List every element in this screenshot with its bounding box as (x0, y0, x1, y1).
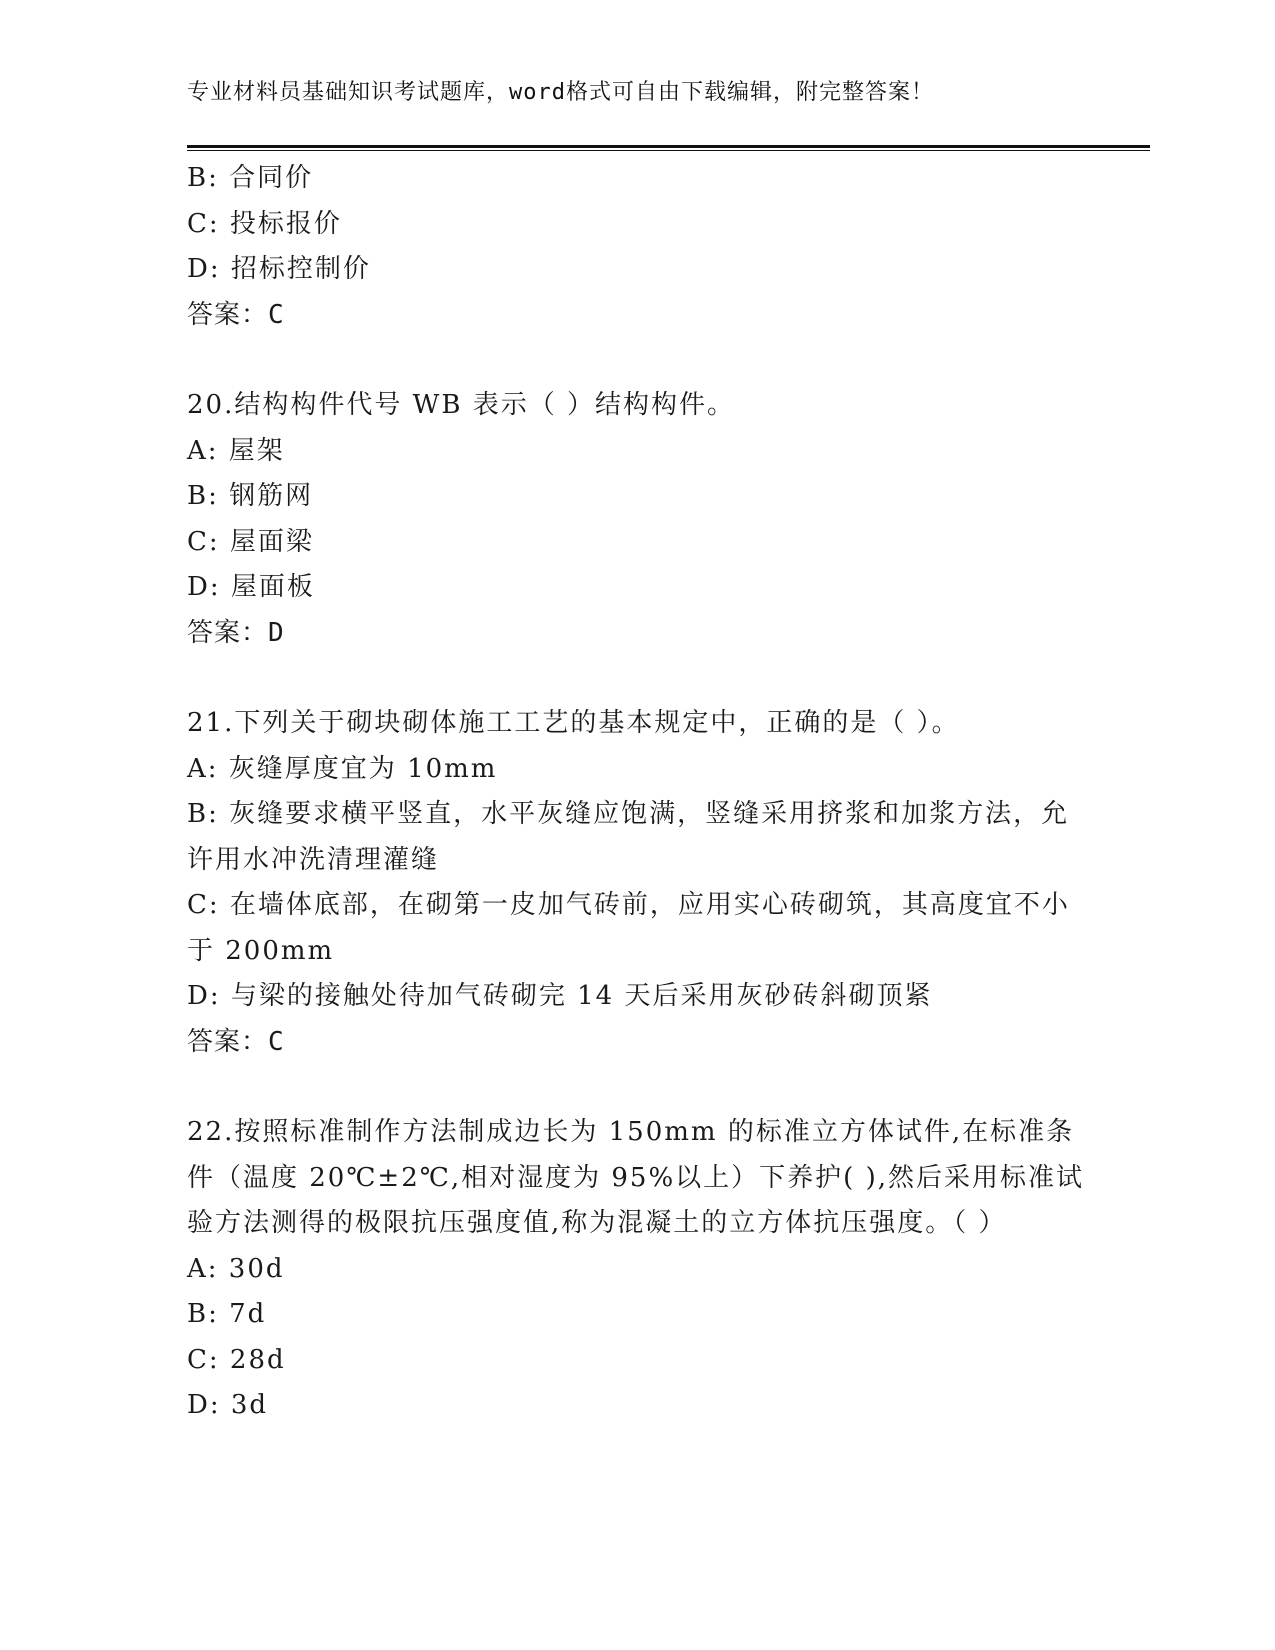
question-stem: 22.按照标准制作方法制成边长为 150mm 的标准立方体试件,在标准条件（温度 20℃±2℃,相对湿度为 95%以上）下养护( ),然后采用标准试验方法测得的极限抗压强度值,称为混凝土的立方体抗压强度。（ ） (187, 1117, 1084, 1238)
option-c: C: 投标报价 (187, 208, 342, 239)
option-b: B: 灰缝要求横平竖直，水平灰缝应饱满，竖缝采用挤浆和加浆方法，允许用水冲洗清理灌缝 (187, 799, 1070, 875)
option-c: C: 屋面梁 (187, 526, 314, 557)
option-b: B: 7d (187, 1299, 267, 1329)
option-a: A: 30d (187, 1253, 285, 1284)
question-22 (187, 1110, 1087, 1429)
option-d: D: 屋面板 (187, 572, 315, 602)
question-20 (187, 383, 1087, 656)
option-b: B: 钢筋网 (187, 481, 314, 511)
question-21 (187, 701, 1087, 1065)
answer: 答案：C (187, 1026, 285, 1057)
header-rule-thick (187, 145, 1150, 148)
option-d: D: 招标控制价 (187, 254, 371, 284)
option-a: A: 灰缝厚度宜为 10mm (187, 753, 498, 784)
header-rule-thin (187, 150, 1150, 151)
question-stem: 21.下列关于砌块砌体施工工艺的基本规定中，正确的是（ ）。 (187, 708, 960, 738)
option-a: A: 屋架 (187, 435, 285, 466)
option-b: B: 合同价 (187, 163, 314, 193)
option-c: C: 在墙体底部，在砌第一皮加气砖前，应用实心砖砌筑，其高度宜不小于 200mm (187, 890, 1070, 966)
answer: 答案：D (187, 617, 285, 648)
question-content (187, 156, 1087, 1429)
option-d: D: 与梁的接触处待加气砖砌完 14 天后采用灰砂砖斜砌顶紧 (187, 981, 933, 1011)
prev-question (187, 156, 1087, 338)
answer: 答案：C (187, 299, 285, 330)
option-d: D: 3d (187, 1390, 269, 1420)
option-c: C: 28d (187, 1344, 286, 1375)
spacer (187, 656, 1087, 701)
question-stem: 20.结构构件代号 WB 表示（ ）结构构件。 (187, 390, 735, 420)
spacer (187, 338, 1087, 383)
spacer (187, 1065, 1087, 1110)
page-header: 专业材料员基础知识考试题库，word格式可自由下载编辑，附完整答案！ (187, 80, 934, 105)
